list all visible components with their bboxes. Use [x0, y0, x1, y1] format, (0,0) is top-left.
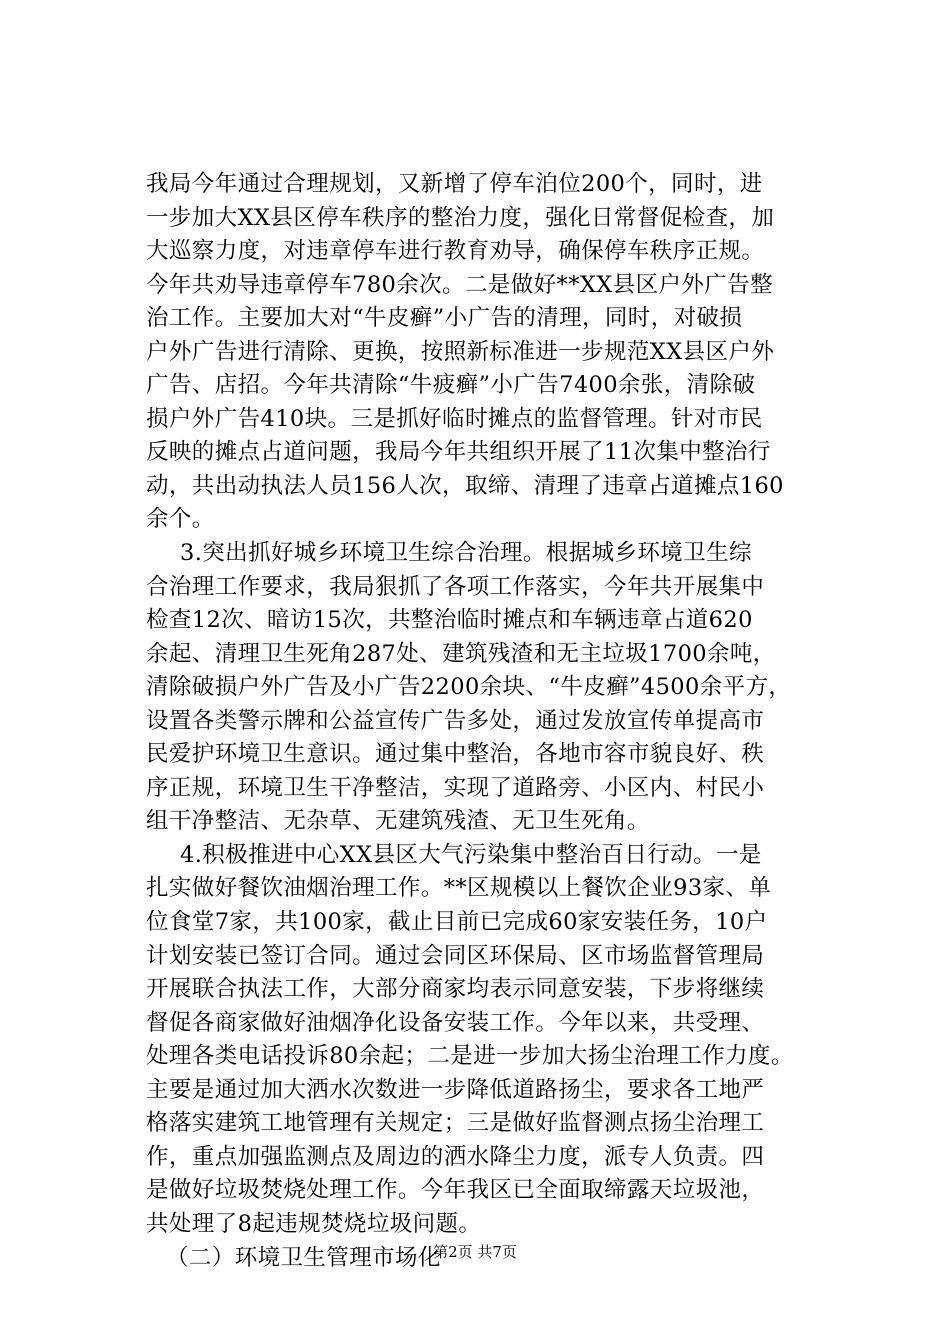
text-line: 计划安装已签订合同。通过会同区环保局、区市场监督管理局	[146, 942, 765, 969]
text-line: 损户外广告410块。三是抓好临时摊点的监督管理。针对市民	[146, 405, 763, 432]
text-line: 余个。	[146, 506, 215, 533]
text-line: 组干净整洁、无杂草、无建筑残渣、无卫生死角。	[146, 808, 650, 835]
page-number-footer: 第2页 共7页	[433, 1243, 517, 1261]
text-line: 是做好垃圾焚烧处理工作。今年我区已全面取缔露天垃圾池，	[146, 1177, 765, 1204]
text-line: 今年共劝导违章停车780余次。二是做好**XX县区户外广告整	[146, 271, 773, 298]
section-heading-2: （二）环境卫生管理市场化	[166, 1244, 441, 1271]
text-line: 督促各商家做好油烟净化设备安装工作。今年以来，共受理、	[146, 1009, 765, 1036]
text-line: 合治理工作要求，我局狠抓了各项工作落实，今年共开展集中	[146, 573, 765, 600]
text-line: 扎实做好餐饮油烟治理工作。**区规模以上餐饮企业93家、单	[146, 875, 772, 902]
text-line: 格落实建筑工地管理有关规定；三是做好监督测点扬尘治理工	[146, 1110, 765, 1137]
text-line: 作，重点加强监测点及周边的洒水降尘力度，派专人负责。四	[146, 1143, 765, 1170]
text-line: 民爱护环境卫生意识。通过集中整治，各地市容市貌良好、秩	[146, 741, 765, 768]
document-body	[146, 168, 836, 1275]
text-line: 位食堂7家，共100家，截止目前已完成60家安装任务，10户	[146, 909, 768, 936]
text-line: 清除破损户外广告及小广告2200余块、“牛皮癣”4500余平方，	[146, 674, 792, 701]
text-line: 共处理了8起违规焚烧垃圾问题。	[146, 1210, 482, 1237]
text-line: 一步加大XX县区停车秩序的整治力度，强化日常督促检查，加	[146, 204, 775, 231]
text-line: 治工作。主要加大对“牛皮癣”小广告的清理，同时，对破损	[146, 305, 743, 332]
text-line: 主要是通过加大洒水次数进一步降低道路扬尘，要求各工地严	[146, 1076, 765, 1103]
text-line: 广告、店招。今年共清除“牛疲癣”小广告7400余张，清除破	[146, 372, 756, 399]
text-line: 处理各类电话投诉80余起；二是进一步加大扬尘治理工作力度。	[146, 1043, 794, 1070]
text-line: 动，共出动执法人员156人次，取缔、清理了违章占道摊点160	[146, 472, 784, 499]
text-line: 余起、清理卫生死角287处、建筑残渣和无主垃圾1700余吨，	[146, 640, 776, 667]
text-line: 反映的摊点占道问题，我局今年共组织开展了11次集中整治行	[146, 439, 771, 466]
text-line: 我局今年通过合理规划，又新增了停车泊位200个，同时，进	[146, 171, 763, 197]
section-heading-3: 3.突出抓好城乡环境卫生综合治理。根据城乡环境卫生综	[180, 540, 752, 567]
text-line: 检查12次、暗访15次，共整治临时摊点和车辆违章占道620	[146, 607, 753, 634]
text-line: 序正规，环境卫生干净整洁，实现了道路旁、小区内、村民小	[146, 774, 765, 801]
text-line: 大巡察力度，对违章停车进行教育劝导，确保停车秩序正规。	[146, 238, 765, 265]
section-heading-4: 4.积极推进中心XX县区大气污染集中整治百日行动。一是	[180, 841, 762, 868]
text-line: 户外广告进行清除、更换，按照新标准进一步规范XX县区户外	[146, 338, 775, 365]
text-line: 开展联合执法工作，大部分商家均表示同意安装，下步将继续	[146, 976, 765, 1003]
text-line: 设置各类警示牌和公益宣传广告多处，通过发放宣传单提高市	[146, 707, 765, 734]
